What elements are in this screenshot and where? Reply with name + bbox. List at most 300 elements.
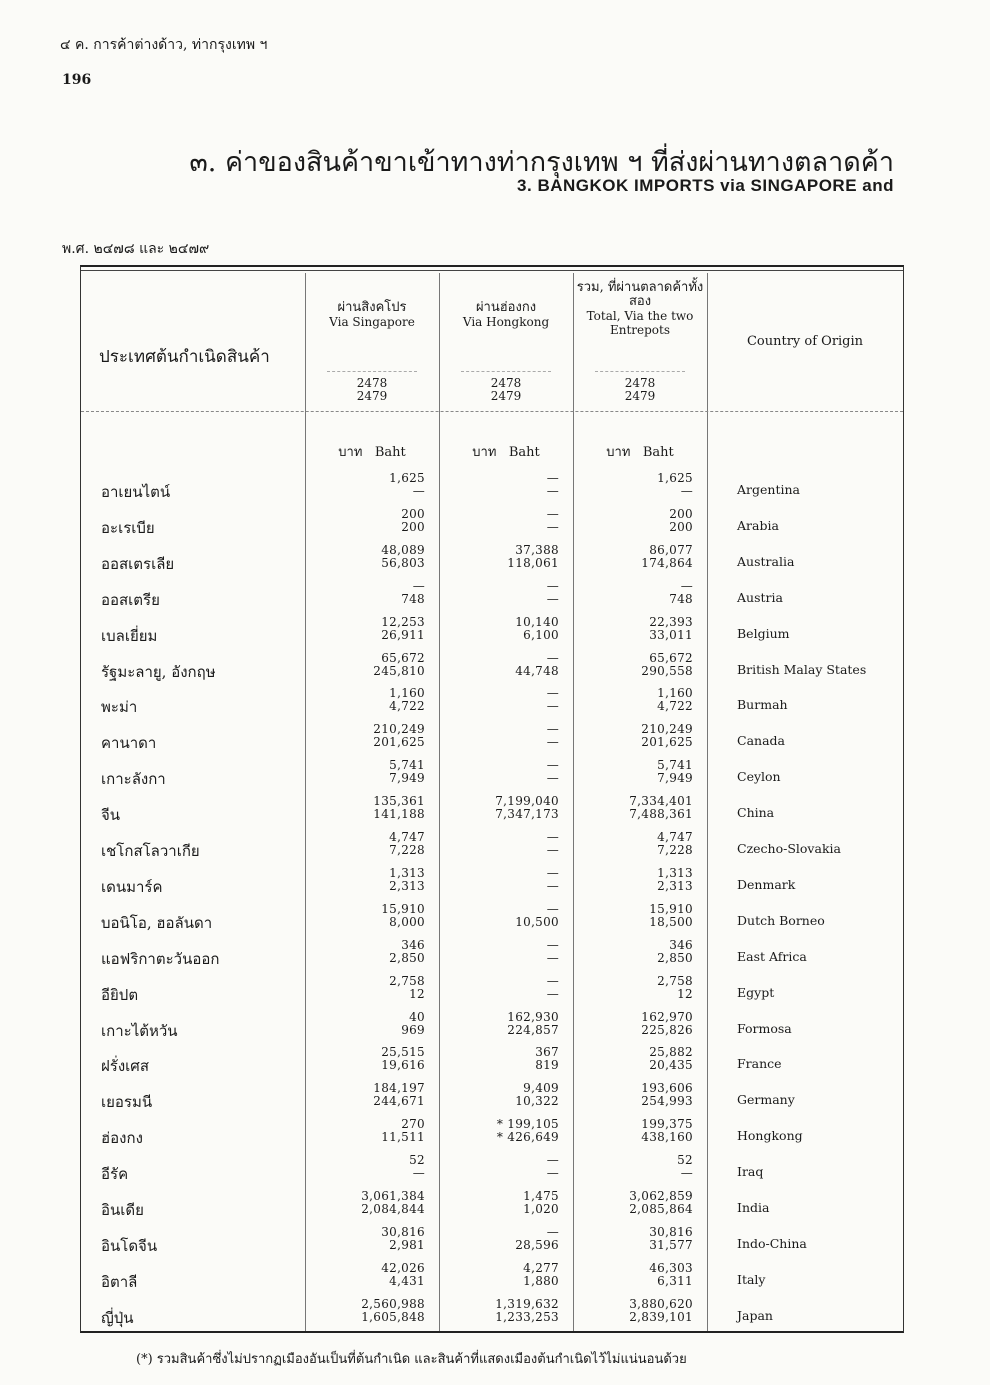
- country-name-english: Egypt: [737, 984, 775, 1000]
- hongkong-value-2478: —: [546, 830, 559, 844]
- years-label: พ.ศ. ๒๔๗๘ และ ๒๔๗๙: [62, 241, 210, 257]
- table-row: [81, 652, 903, 688]
- hongkong-value-2478: —: [546, 758, 559, 773]
- hongkong-value-cell: [469, 1298, 559, 1324]
- country-name-english: China: [737, 805, 775, 821]
- year-b: 2479: [624, 389, 656, 403]
- total-value-2478: 199,375: [641, 1117, 693, 1132]
- table-row: [81, 903, 903, 939]
- country-en-header: Country of Origin: [746, 334, 864, 349]
- singapore-value-cell: [335, 652, 425, 678]
- singapore-value-2479: 748: [401, 591, 425, 606]
- hongkong-value-cell: [469, 1118, 559, 1144]
- hongkong-value-2479: —: [546, 591, 559, 606]
- singapore-value-2479: 2,084,844: [361, 1202, 425, 1216]
- hongkong-value-2478: —: [546, 686, 559, 701]
- hongkong-value-cell: [469, 723, 559, 749]
- country-name-thai: ฮ่องกง: [101, 1129, 143, 1148]
- country-name-english: Indo-China: [737, 1235, 807, 1251]
- singapore-value-2479: 12: [409, 986, 425, 1001]
- total-column-header: [573, 281, 707, 337]
- total-value-2479: 33,011: [649, 627, 693, 642]
- hongkong-value-2478: —: [546, 973, 559, 988]
- singapore-value-2479: 56,803: [381, 555, 425, 570]
- singapore-value-2479: 4,431: [389, 1273, 425, 1288]
- singapore-value-2479: 7,228: [389, 843, 425, 857]
- total-value-2479: 201,625: [641, 735, 693, 750]
- total-value-cell: [603, 867, 693, 893]
- hongkong-value-cell: [469, 1046, 559, 1072]
- table-title-thai: ๓. ค่าของสินค้าขาเข้าทางท่ากรุงเทพ ฯ ที่ส่งผ่านทางตลาดค้า: [189, 147, 894, 178]
- singapore-value-cell: [335, 795, 425, 821]
- total-value-2479: 6,311: [657, 1273, 693, 1288]
- total-value-2479: —: [680, 484, 693, 498]
- singapore-value-cell: [335, 508, 425, 534]
- country-name-thai: ออสเตรีย: [101, 590, 160, 609]
- total-value-cell: [603, 723, 693, 749]
- hongkong-value-2479: 6,100: [523, 627, 559, 642]
- hongkong-value-cell: [469, 508, 559, 534]
- table-row: [81, 544, 903, 580]
- total-value-2478: 4,747: [657, 830, 693, 844]
- singapore-value-2479: 2,981: [389, 1237, 425, 1252]
- country-name-thai: ญี่ปุ่น: [101, 1308, 134, 1327]
- singapore-value-2478: 184,197: [373, 1081, 425, 1096]
- country-name-english: Ceylon: [737, 769, 781, 785]
- hongkong-value-cell: [469, 687, 559, 713]
- singapore-value-cell: [335, 1262, 425, 1288]
- singapore-value-2478: 40: [409, 1009, 425, 1024]
- unit-en: Baht: [374, 445, 406, 460]
- hongkong-value-2479: —: [546, 950, 559, 965]
- hongkong-th-label: ผ่านฮ่องกง: [475, 300, 537, 315]
- country-name-english: Czecho-Slovakia: [737, 841, 841, 856]
- singapore-value-2479: 201,625: [373, 735, 425, 750]
- total-value-2478: 52: [677, 1153, 693, 1168]
- country-name-english: Burmah: [737, 697, 788, 713]
- singapore-value-2479: 2,313: [389, 878, 425, 893]
- singapore-value-2479: 4,722: [389, 699, 425, 714]
- total-value-cell: [603, 1190, 693, 1216]
- singapore-value-cell: [335, 1046, 425, 1072]
- singapore-value-cell: [335, 616, 425, 642]
- hongkong-value-2478: —: [546, 865, 559, 880]
- singapore-value-2479: 7,949: [389, 771, 425, 786]
- singapore-value-2478: 200: [401, 506, 425, 521]
- singapore-value-cell: [335, 1118, 425, 1144]
- total-value-2479: 7,488,361: [629, 807, 693, 822]
- total-value-cell: [603, 580, 693, 606]
- table-row: [81, 723, 903, 759]
- total-value-2479: 748: [669, 591, 693, 606]
- table-row: [81, 831, 903, 867]
- country-name-thai: อินโดจีน: [101, 1236, 158, 1255]
- total-value-cell: [603, 1118, 693, 1144]
- singapore-value-cell: [335, 1226, 425, 1252]
- singapore-value-cell: [335, 1082, 425, 1108]
- country-name-english: France: [737, 1056, 782, 1072]
- table-row: [81, 1082, 903, 1118]
- hongkong-value-2478: —: [546, 1153, 559, 1168]
- year-b: 2479: [490, 389, 522, 403]
- total-value-2478: 1,160: [657, 686, 693, 701]
- singapore-value-2478: 1,160: [389, 686, 425, 701]
- hongkong-value-2479: 7,347,173: [495, 807, 559, 822]
- total-value-cell: [603, 1262, 693, 1288]
- total-value-2479: 174,864: [641, 555, 693, 570]
- singapore-value-2478: 48,089: [381, 542, 425, 557]
- page-number: 196: [62, 72, 92, 88]
- table-row: [81, 1154, 903, 1190]
- total-value-2478: 346: [669, 937, 693, 952]
- singapore-value-cell: [335, 580, 425, 606]
- total-value-cell: [603, 687, 693, 713]
- year-separator: [595, 371, 685, 372]
- hongkong-value-2479: 1,233,253: [495, 1309, 559, 1324]
- year-a: 2478: [356, 376, 388, 390]
- country-name-thai: จีน: [101, 806, 121, 825]
- hongkong-en-label: Via Hongkong: [462, 315, 550, 329]
- singapore-value-2479: 969: [401, 1022, 425, 1037]
- hongkong-value-cell: [469, 1190, 559, 1216]
- country-name-english: British Malay States: [737, 661, 867, 677]
- hongkong-value-2479: 28,596: [515, 1237, 559, 1252]
- singapore-value-2478: 12,253: [381, 614, 425, 629]
- unit-th: บาท: [606, 445, 631, 460]
- hongkong-value-cell: [469, 867, 559, 893]
- country-name-thai: อิตาลี: [101, 1272, 138, 1291]
- total-en-label: Total, Via the two Entrepots: [586, 309, 694, 337]
- singapore-value-2478: 2,560,988: [361, 1296, 425, 1311]
- hongkong-value-2478: 1,475: [523, 1189, 559, 1203]
- hongkong-value-cell: [469, 831, 559, 857]
- country-name-thai: อาเยนไตน์: [101, 483, 171, 501]
- singapore-value-2479: 8,000: [389, 914, 425, 929]
- total-value-cell: [603, 903, 693, 929]
- total-value-2479: 7,949: [657, 771, 693, 786]
- singapore-value-2478: 52: [409, 1153, 425, 1168]
- table-title-english: 3. BANGKOK IMPORTS via SINGAPORE and: [517, 176, 894, 195]
- country-name-english: Canada: [737, 733, 785, 749]
- total-value-2478: 25,882: [649, 1045, 693, 1060]
- singapore-value-2478: —: [412, 578, 425, 593]
- country-name-thai: เยอรมนี: [101, 1093, 153, 1112]
- singapore-value-2478: 1,313: [389, 865, 425, 880]
- hongkong-value-2478: 7,199,040: [495, 794, 559, 809]
- table-row: [81, 1190, 903, 1226]
- unit-th: บาท: [472, 445, 497, 460]
- hongkong-value-2479: —: [546, 986, 559, 1001]
- singapore-value-2478: 210,249: [373, 722, 425, 737]
- country-name-english: East Africa: [737, 948, 807, 964]
- year-a: 2478: [490, 376, 522, 390]
- total-value-2478: 2,758: [657, 973, 693, 988]
- table-row: [81, 1046, 903, 1082]
- singapore-value-cell: [335, 1190, 425, 1216]
- hongkong-value-cell: [469, 1226, 559, 1252]
- hongkong-value-2479: —: [546, 843, 559, 857]
- footnote: (*) รวมสินค้าซึ่งไม่ปรากฏเมืองอันเป็นที่ต้นกำเนิด และสินค้าที่แสดงเมืองต้นกำเนิดไว้ไม่แน่นอนด้วย: [136, 1352, 687, 1367]
- year-a: 2478: [624, 376, 656, 390]
- singapore-value-2478: 2,758: [389, 973, 425, 988]
- hongkong-value-cell: [469, 580, 559, 606]
- table-row: [81, 1011, 903, 1047]
- hongkong-value-2479: 819: [535, 1058, 559, 1073]
- hongkong-value-cell: [469, 939, 559, 965]
- total-value-cell: [603, 1046, 693, 1072]
- singapore-column-header: [305, 301, 439, 329]
- total-value-2479: 4,722: [657, 699, 693, 714]
- year-labels-singapore: [305, 377, 439, 403]
- singapore-value-cell: [335, 903, 425, 929]
- singapore-value-cell: [335, 831, 425, 857]
- singapore-value-2478: 30,816: [381, 1224, 425, 1239]
- hongkong-value-2478: * 199,105: [496, 1117, 559, 1132]
- country-name-english: Belgium: [737, 625, 790, 641]
- singapore-value-2478: 42,026: [381, 1260, 425, 1275]
- total-value-cell: [603, 1154, 693, 1180]
- table-row: [81, 975, 903, 1011]
- total-value-2479: 2,839,101: [629, 1309, 693, 1324]
- hongkong-value-2478: 1,319,632: [495, 1296, 559, 1311]
- country-name-thai: เกาะลังกา: [101, 770, 166, 789]
- total-value-cell: [603, 759, 693, 785]
- hongkong-value-2478: 10,140: [515, 614, 559, 629]
- country-name-english: Italy: [737, 1271, 766, 1287]
- singapore-value-cell: [335, 1154, 425, 1180]
- table-row: [81, 687, 903, 723]
- section-header: ๔ ค. การค้าต่างด้าว, ท่ากรุงเทพ ฯ: [60, 37, 268, 53]
- country-name-thai: เบลเยี่ยม: [101, 626, 158, 645]
- singapore-value-cell: [335, 975, 425, 1001]
- singapore-value-cell: [335, 472, 425, 498]
- hongkong-value-2478: 9,409: [523, 1081, 559, 1096]
- total-value-cell: [603, 939, 693, 965]
- imports-table: [80, 265, 904, 1333]
- unit-label-hongkong: [439, 441, 573, 462]
- table-row: [81, 472, 903, 508]
- hongkong-value-2478: —: [546, 471, 559, 485]
- country-name-english: Australia: [737, 553, 795, 569]
- total-value-cell: [603, 472, 693, 498]
- header-separator: [81, 411, 903, 412]
- total-value-2478: 30,816: [649, 1224, 693, 1239]
- country-name-english: Argentina: [737, 482, 800, 497]
- total-value-2478: —: [680, 578, 693, 593]
- hongkong-value-cell: [469, 1154, 559, 1180]
- total-value-2479: 2,313: [657, 878, 693, 893]
- hongkong-value-2479: 44,748: [515, 663, 559, 678]
- country-name-thai: บอนิโอ, ฮอลันดา: [101, 913, 213, 932]
- table-row: [81, 795, 903, 831]
- singapore-value-cell: [335, 544, 425, 570]
- unit-en: Baht: [642, 445, 674, 460]
- singapore-value-2478: 25,515: [381, 1045, 425, 1060]
- hongkong-value-2479: —: [546, 735, 559, 750]
- total-value-cell: [603, 1082, 693, 1108]
- year-separator: [461, 371, 551, 372]
- singapore-value-2478: 65,672: [381, 650, 425, 665]
- country-name-thai: แอฟริกาตะวันออก: [101, 949, 220, 968]
- singapore-value-2478: 346: [401, 937, 425, 952]
- table-row: [81, 616, 903, 652]
- singapore-value-2478: 3,061,384: [361, 1189, 425, 1203]
- total-value-2478: 210,249: [641, 722, 693, 737]
- country-name-english: Denmark: [737, 876, 796, 892]
- singapore-value-2478: 4,747: [389, 830, 425, 844]
- singapore-th-label: ผ่านสิงคโปร: [337, 300, 407, 315]
- total-value-2479: 200: [669, 519, 693, 534]
- singapore-value-cell: [335, 723, 425, 749]
- singapore-value-cell: [335, 939, 425, 965]
- hongkong-value-2479: 1,020: [523, 1202, 559, 1216]
- singapore-value-2479: 26,911: [381, 627, 425, 642]
- singapore-value-2478: 5,741: [389, 758, 425, 773]
- country-name-english: Germany: [737, 1092, 795, 1108]
- country-name-english: Formosa: [737, 1020, 792, 1036]
- hongkong-value-2478: —: [546, 722, 559, 737]
- hongkong-value-cell: [469, 544, 559, 570]
- country-name-english: Iraq: [737, 1164, 764, 1180]
- year-separator: [327, 371, 417, 372]
- total-value-2478: 5,741: [657, 758, 693, 773]
- country-name-thai: คานาดา: [101, 734, 157, 753]
- hongkong-column-header: [439, 301, 573, 329]
- total-value-cell: [603, 1298, 693, 1324]
- total-value-2479: 12: [677, 986, 693, 1001]
- singapore-value-2478: 1,625: [389, 471, 425, 485]
- singapore-value-2478: 15,910: [381, 901, 425, 916]
- total-value-2479: 7,228: [657, 843, 693, 857]
- hongkong-value-2478: —: [546, 506, 559, 521]
- country-name-thai: เดนมาร์ค: [101, 877, 163, 896]
- total-value-cell: [603, 544, 693, 570]
- total-value-2478: 162,970: [641, 1009, 693, 1024]
- total-value-cell: [603, 795, 693, 821]
- singapore-value-cell: [335, 1011, 425, 1037]
- hongkong-value-2478: —: [546, 1224, 559, 1239]
- hongkong-value-2479: * 426,649: [496, 1130, 559, 1145]
- hongkong-value-2479: —: [546, 878, 559, 893]
- hongkong-value-2478: 162,930: [507, 1009, 559, 1024]
- singapore-value-2479: 1,605,848: [361, 1309, 425, 1324]
- hongkong-value-2479: —: [546, 699, 559, 714]
- table-row: [81, 939, 903, 975]
- total-value-2478: 65,672: [649, 650, 693, 665]
- country-name-english: Japan: [737, 1307, 773, 1323]
- country-name-english: Hongkong: [737, 1128, 803, 1144]
- total-value-2478: 193,606: [641, 1081, 693, 1096]
- unit-th: บาท: [338, 445, 363, 460]
- hongkong-value-2479: —: [546, 484, 559, 498]
- singapore-value-2479: —: [412, 484, 425, 498]
- total-value-2478: 200: [669, 506, 693, 521]
- hongkong-value-2478: —: [546, 901, 559, 916]
- singapore-value-2478: 270: [401, 1117, 425, 1132]
- unit-en: Baht: [508, 445, 540, 460]
- table-row: [81, 1262, 903, 1298]
- hongkong-value-2479: 1,880: [523, 1273, 559, 1288]
- total-value-2478: 1,625: [657, 471, 693, 485]
- hongkong-value-cell: [469, 1011, 559, 1037]
- hongkong-value-cell: [469, 903, 559, 929]
- hongkong-value-cell: [469, 1082, 559, 1108]
- hongkong-value-cell: [469, 472, 559, 498]
- hongkong-value-2479: 10,322: [515, 1094, 559, 1109]
- singapore-value-2479: 141,188: [373, 807, 425, 822]
- table-row: [81, 867, 903, 903]
- total-value-2479: 225,826: [641, 1022, 693, 1037]
- table-row: [81, 1298, 903, 1334]
- singapore-value-2479: —: [412, 1166, 425, 1181]
- total-value-cell: [603, 831, 693, 857]
- total-value-cell: [603, 616, 693, 642]
- hongkong-value-2479: 118,061: [507, 555, 559, 570]
- hongkong-value-2478: —: [546, 578, 559, 593]
- total-value-cell: [603, 1226, 693, 1252]
- singapore-value-cell: [335, 759, 425, 785]
- hongkong-value-cell: [469, 652, 559, 678]
- hongkong-value-2478: —: [546, 937, 559, 952]
- hongkong-value-cell: [469, 1262, 559, 1288]
- total-value-2478: 1,313: [657, 865, 693, 880]
- total-value-cell: [603, 975, 693, 1001]
- total-value-2479: 290,558: [641, 663, 693, 678]
- country-name-thai: อียิปต: [101, 985, 139, 1004]
- singapore-value-2479: 244,671: [373, 1094, 425, 1109]
- singapore-value-2478: 135,361: [373, 794, 425, 809]
- total-value-2478: 7,334,401: [629, 794, 693, 809]
- total-value-2479: 254,993: [641, 1094, 693, 1109]
- country-name-thai: รัฐมะลายู, อังกฤษ: [101, 662, 216, 681]
- table-row: [81, 580, 903, 616]
- country-name-thai: อินเดีย: [101, 1201, 144, 1219]
- country-th-header: ประเทศต้นกำเนิดสินค้า: [99, 347, 270, 367]
- country-name-thai: เชโกสโลวาเกีย: [101, 842, 200, 860]
- singapore-value-2479: 11,511: [381, 1130, 425, 1145]
- hongkong-value-cell: [469, 759, 559, 785]
- hongkong-value-cell: [469, 975, 559, 1001]
- year-b: 2479: [356, 389, 388, 403]
- unit-label-singapore: [305, 441, 439, 462]
- total-value-2479: 2,085,864: [629, 1202, 693, 1216]
- total-value-2478: 46,303: [649, 1260, 693, 1275]
- hongkong-value-2479: —: [546, 519, 559, 534]
- singapore-value-2479: 200: [401, 519, 425, 534]
- singapore-value-cell: [335, 687, 425, 713]
- country-name-english: Austria: [737, 589, 783, 605]
- country-name-english: India: [737, 1200, 770, 1215]
- total-value-2479: 438,160: [641, 1130, 693, 1145]
- singapore-value-cell: [335, 867, 425, 893]
- country-name-thai: เกาะไต้หวัน: [101, 1021, 178, 1040]
- total-value-2479: 2,850: [657, 950, 693, 965]
- singapore-value-2479: 2,850: [389, 950, 425, 965]
- singapore-value-2479: 19,616: [381, 1058, 425, 1073]
- hongkong-value-2478: —: [546, 650, 559, 665]
- total-value-2478: 22,393: [649, 614, 693, 629]
- unit-label-total: [573, 441, 707, 462]
- singapore-value-2479: 245,810: [373, 663, 425, 678]
- country-name-thai: ออสเตรเลีย: [101, 554, 175, 573]
- total-value-cell: [603, 1011, 693, 1037]
- hongkong-value-2479: 224,857: [507, 1022, 559, 1037]
- total-value-cell: [603, 508, 693, 534]
- total-value-2479: —: [680, 1166, 693, 1181]
- hongkong-value-2479: —: [546, 1166, 559, 1181]
- country-name-english: Arabia: [737, 517, 779, 533]
- year-labels-hongkong: [439, 377, 573, 403]
